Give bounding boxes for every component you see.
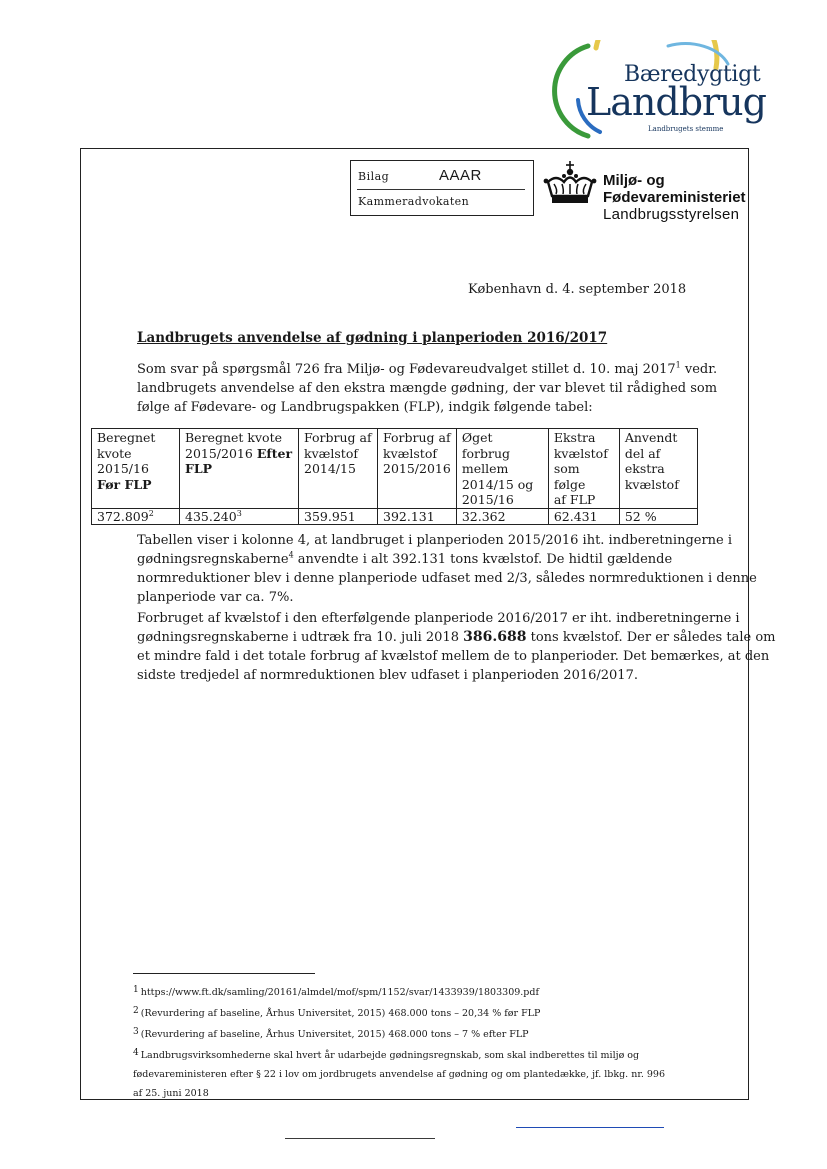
table-header-row: [92, 429, 698, 509]
table-header-cell: Beregnet kvote 2015/2016 Efter FLP: [180, 429, 299, 509]
para2-line-3: normreduktioner blev i denne planperiode udfaset med 2/3, således normreduktionen i denne: [137, 571, 757, 586]
ministry-line1: Miljø- og: [603, 172, 665, 189]
para2-line-2: gødningsregnskaberne$^4$ anvendte i alt 392.131 tons kvælstof. De hidtil gældende: [137, 550, 673, 567]
nitrogen-table: [91, 428, 698, 525]
footnote-4-cont-2: af 25. juni 2018: [133, 1088, 209, 1099]
footnote-ref-1: 1: [675, 360, 681, 370]
table-row: [92, 508, 698, 524]
footnotes: [133, 981, 665, 1103]
footnote-2: 2 (Revurdering af baseline, Århus Universitet, 2015) 468.000 tons – 20,34 % før FLP: [133, 1006, 541, 1019]
table-header-cell: Anvendt del af ekstra kvælstof: [619, 429, 697, 509]
logo-tagline: Landbrugets stemme: [648, 125, 724, 133]
para3-line-4: sidste tredjedel af normreduktionen blev udfaset i planperioden 2016/2017.: [137, 668, 638, 683]
table-header-cell: Forbrug af kvælstof 2015/2016: [378, 429, 457, 509]
intro-line-1: Som svar på spørgsmål 726 fra Miljø- og Fødevareudvalget stillet d. 10. maj 2017$^1$ vedr.: [137, 360, 718, 377]
table-cell: 32.362: [456, 508, 548, 524]
bilag-sub: Kammeradvokaten: [358, 195, 470, 208]
para3-line-1: Forbruget af kvælstof i den efterfølgende planperiode 2016/2017 er iht. indberetningerne i: [137, 611, 740, 626]
table-cell: 435.240$^3$: [180, 508, 299, 524]
footnote-4-cont-1: fødevareministeren efter § 22 i lov om jordbrugets anvendelse af gødning og om plantedække, jf. lbkg. nr. 996: [133, 1069, 666, 1080]
intro-line-3: følge af Fødevare- og Landbrugspakken (FLP), indgik følgende tabel:: [137, 400, 593, 415]
para3-line-3: et mindre fald i det totale forbrug af kvælstof mellem de to planperioder. Det bemærkes, at den: [137, 649, 770, 664]
para2-line-1: Tabellen viser i kolonne 4, at landbruget i planperioden 2015/2016 iht. indberetningerne i: [137, 533, 733, 548]
bilag-label: Bilag: [358, 170, 390, 183]
table-cell: 392.131: [378, 508, 457, 524]
ministry-name: [603, 172, 746, 223]
paragraph-2: [137, 531, 757, 607]
intro-paragraph: [137, 360, 718, 417]
paragraph-3: [137, 609, 776, 685]
logo-text-line1: Bæredygtigt: [624, 62, 761, 87]
bilag-stamp: [350, 160, 534, 216]
footnote-4: 4 Landbrugsvirksomhederne skal hvert år udarbejde gødningsregnskab, som skal indberettes til miljø og: [133, 1048, 640, 1061]
footnote-divider: [133, 973, 315, 974]
footnote-ref-4: 4: [288, 550, 294, 560]
document-heading: Landbrugets anvendelse af gødning i planperioden 2016/2017: [137, 330, 608, 346]
consumption-value: 386.688: [463, 629, 527, 645]
intro-line-2: landbrugets anvendelse af den ekstra mængde gødning, der var blevet til rådighed som: [137, 381, 718, 396]
table-cell: 372.809$^2$: [92, 508, 180, 524]
bilag-divider: [357, 189, 525, 190]
footnote-1: 1 https://www.ft.dk/samling/20161/almdel/mof/spm/1152/svar/1433939/1803309.pdf: [133, 985, 539, 998]
ministry-line2: Fødevareministeriet: [603, 189, 746, 206]
footnote-3: 3 (Revurdering af baseline, Århus Universitet, 2015) 468.000 tons – 7 % efter FLP: [133, 1027, 529, 1040]
table-header-cell: Øget forbrug mellem 2014/15 og 2015/16: [456, 429, 548, 509]
para2-line-4: planperiode var ca. 7%.: [137, 590, 294, 605]
ministry-line3: Landbrugsstyrelsen: [603, 206, 740, 223]
table-cell: 52 %: [619, 508, 697, 524]
table-header-cell: Beregnet kvote 2015/16 Før FLP: [92, 429, 180, 509]
table-header-cell: Ekstra kvælstof som følge af FLP: [548, 429, 619, 509]
crown-icon: [542, 160, 598, 212]
table-cell: 359.951: [299, 508, 378, 524]
table-cell: 62.431: [548, 508, 619, 524]
table-header-cell: Forbrug af kvælstof 2014/15: [299, 429, 378, 509]
document-date: København d. 4. september 2018: [468, 282, 687, 297]
para3-line-2: gødningsregnskaberne i udtræk fra 10. juli 2018 386.688 tons kvælstof. Der er således tale om: [137, 629, 776, 645]
logo-text-line2: Landbrug: [586, 80, 766, 124]
baeredygtigt-landbrug-logo: [548, 40, 766, 140]
bottom-rule-left: [285, 1138, 435, 1139]
bilag-value: AAAR: [439, 167, 482, 184]
bottom-link-rule: [516, 1127, 664, 1128]
